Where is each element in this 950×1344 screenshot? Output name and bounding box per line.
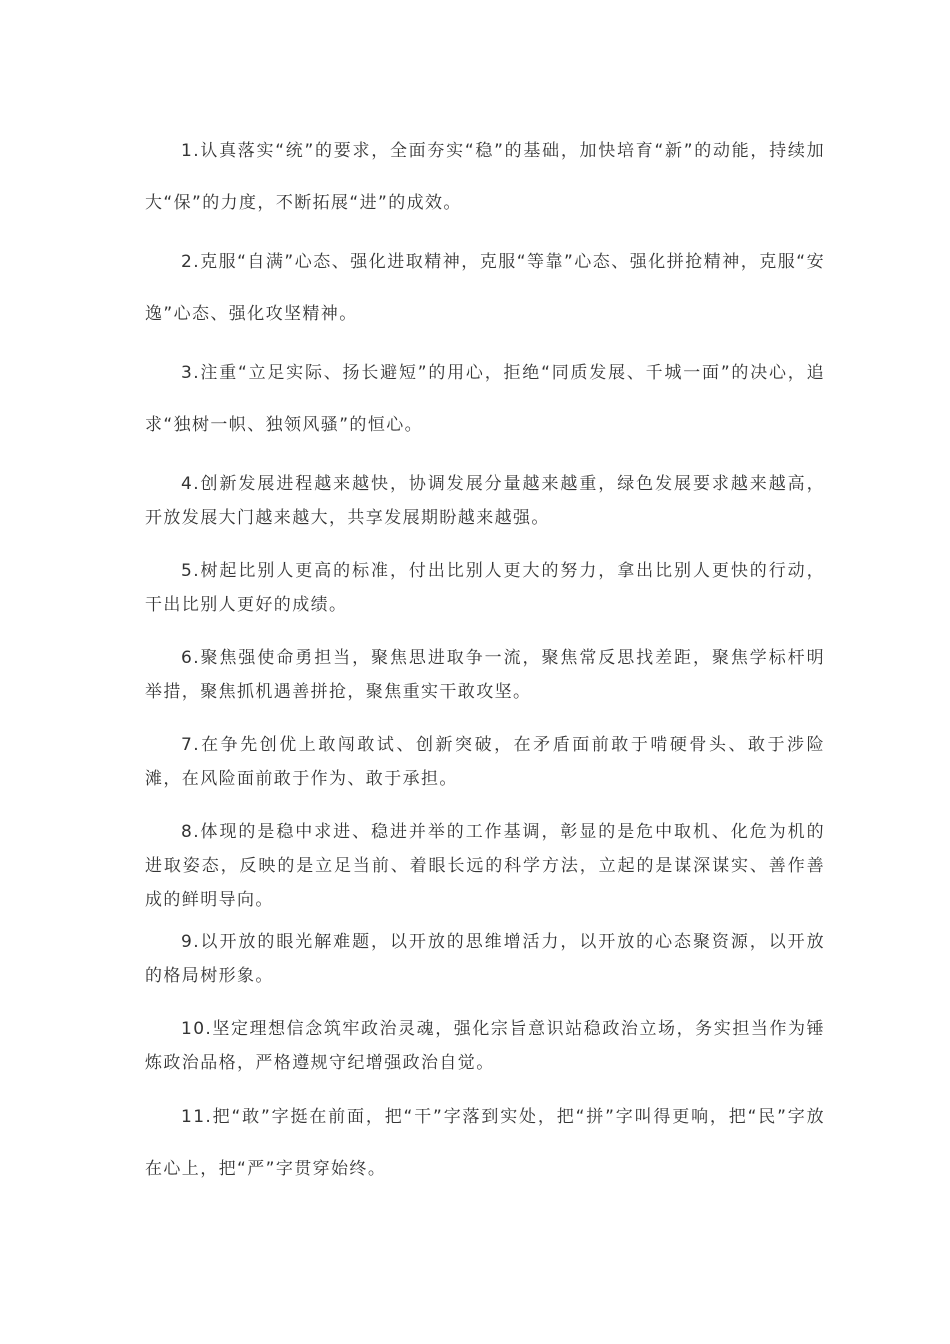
paragraph-1: 1.认真落实“统”的要求，全面夯实“稳”的基础，加快培育“新”的动能，持续加大“保”的力度，不断拓展“进”的成效。 bbox=[145, 141, 825, 213]
paragraph-10: 10.坚定理想信念筑牢政治灵魂，强化宗旨意识站稳政治立场，务实担当作为锤炼政治品格，严格遵规守纪增强政治自觉。 bbox=[145, 1019, 825, 1073]
paragraph-3: 3.注重“立足实际、扬长避短”的用心，拒绝“同质发展、千城一面”的决心，追求“独树一帜、独领风骚”的恒心。 bbox=[145, 363, 825, 435]
paragraph-9: 9.以开放的眼光解难题，以开放的思维增活力，以开放的心态聚资源，以开放的格局树形象。 bbox=[145, 932, 825, 986]
paragraph-2: 2.克服“自满”心态、强化进取精神，克服“等靠”心态、强化拼抢精神，克服“安逸”心态、强化攻坚精神。 bbox=[145, 252, 825, 324]
paragraph-8: 8.体现的是稳中求进、稳进并举的工作基调，彰显的是危中取机、化危为机的进取姿态，反映的是立足当前、着眼长远的科学方法，立起的是谋深谋实、善作善成的鲜明导向。 bbox=[145, 822, 825, 910]
paragraph-6: 6.聚焦强使命勇担当，聚焦思进取争一流，聚焦常反思找差距，聚焦学标杆明举措，聚焦抓机遇善拼抢，聚焦重实干敢攻坚。 bbox=[145, 648, 825, 702]
paragraph-11: 11.把“敢”字挺在前面，把“干”字落到实处，把“拼”字叫得更响，把“民”字放在心上，把“严”字贯穿始终。 bbox=[145, 1107, 825, 1179]
paragraph-7: 7.在争先创优上敢闯敢试、创新突破，在矛盾面前敢于啃硬骨头、敢于涉险滩，在风险面前敢于作为、敢于承担。 bbox=[145, 735, 825, 789]
paragraph-4: 4.创新发展进程越来越快，协调发展分量越来越重，绿色发展要求越来越高，开放发展大门越来越大，共享发展期盼越来越强。 bbox=[145, 474, 825, 528]
paragraph-5: 5.树起比别人更高的标准，付出比别人更大的努力，拿出比别人更快的行动，干出比别人更好的成绩。 bbox=[145, 561, 825, 615]
